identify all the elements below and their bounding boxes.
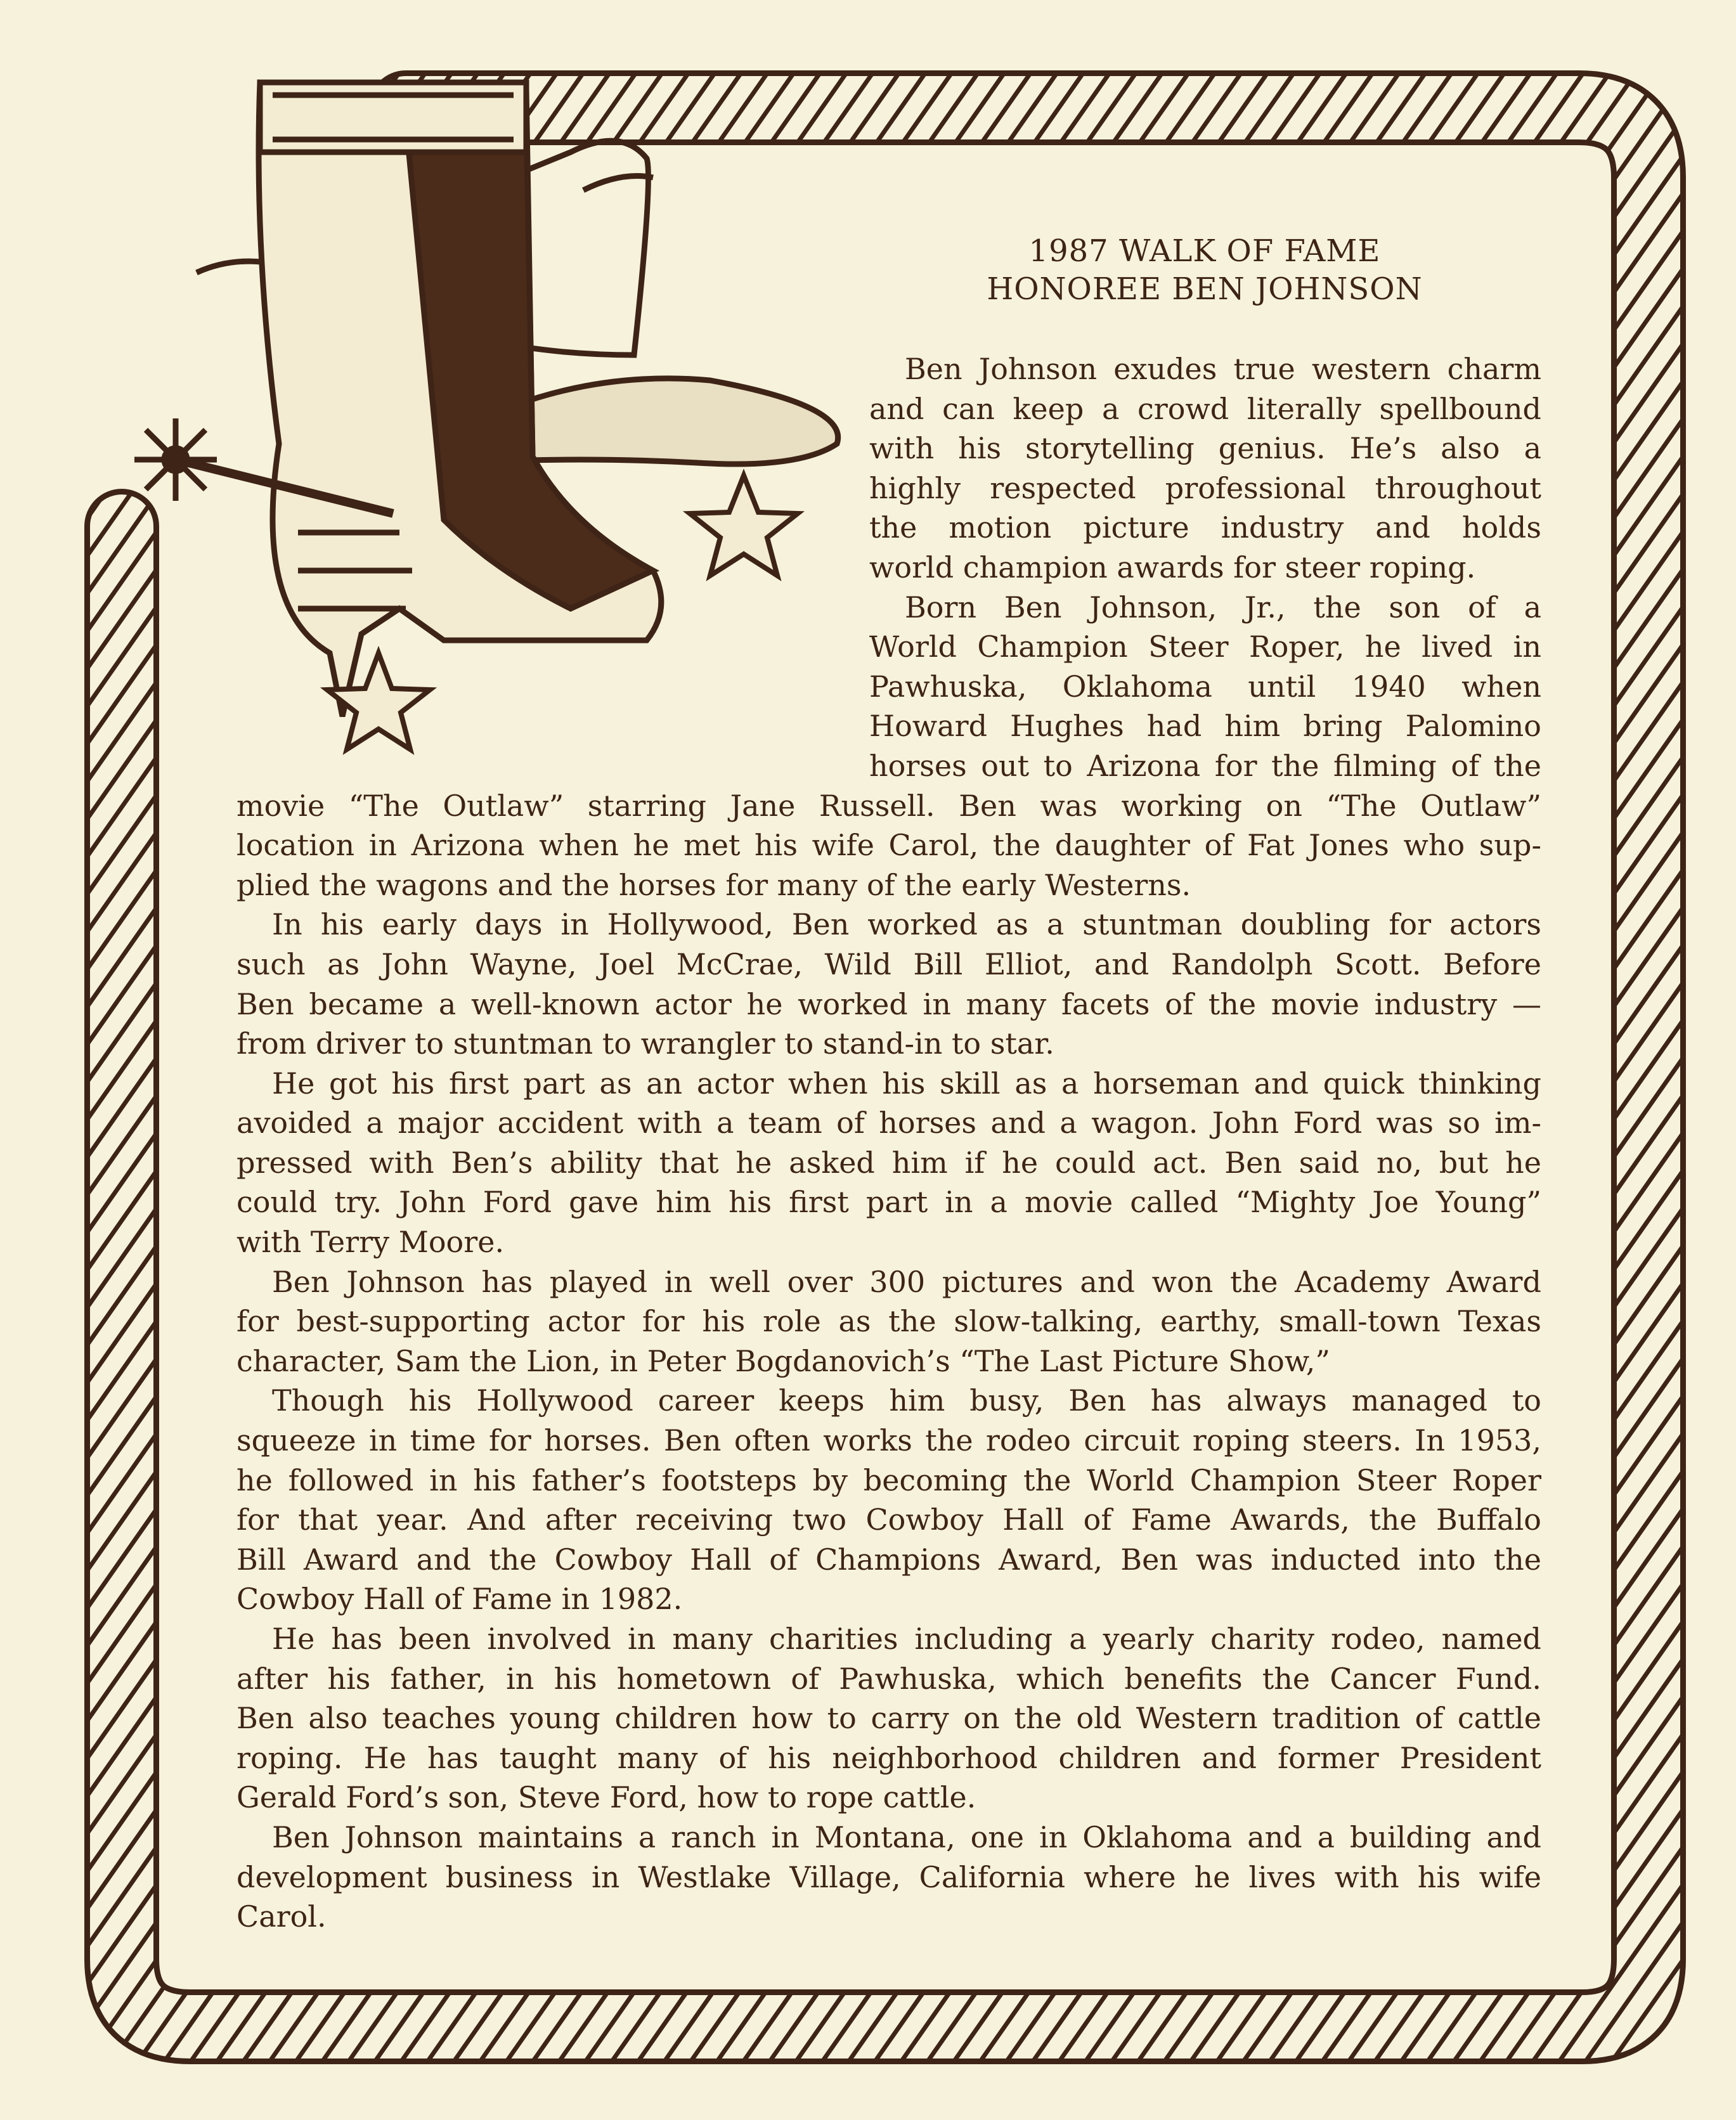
paragraph-line: after his father, in his hometown of Pawhuska, which benefits the Cancer Fund.	[236, 1661, 1541, 1696]
paragraph-line: for best-supporting actor for his role as the slow-talking, earthy, small-town Texas	[236, 1304, 1541, 1339]
paragraph-line: Though his Hollywood career keeps him busy, Ben has always managed to	[272, 1383, 1541, 1418]
paragraph-line: Ben became a well-known actor he worked in many facets of the movie industry —	[236, 986, 1541, 1021]
paragraph-line: and can keep a crowd literally spellbound	[869, 391, 1541, 426]
paragraph-line: Ben Johnson exudes true western charm	[905, 352, 1541, 386]
paragraph-line: Ben Johnson has played in well over 300 pictures and won the Academy Award	[272, 1264, 1541, 1299]
paragraph-line: world champion awards for steer roping.	[869, 550, 1476, 585]
paragraph-line: movie “The Outlaw” starring Jane Russell. Ben was working on “The Outlaw”	[236, 788, 1541, 823]
paragraph-line: horses out to Arizona for the filming of the	[869, 748, 1541, 783]
paragraph-line: He got his first part as an actor when his skill as a horseman and quick thinking	[272, 1066, 1541, 1101]
paragraph-line: Bill Award and the Cowboy Hall of Champions Award, Ben was inducted into the	[236, 1542, 1541, 1577]
paragraph-line: for that year. And after receiving two Cowboy Hall of Fame Awards, the Buffalo	[236, 1503, 1541, 1537]
title-line-1: 1987 WALK OF FAME	[1028, 233, 1381, 269]
paragraph-line: Pawhuska, Oklahoma until 1940 when	[869, 669, 1541, 704]
paragraph-line: avoided a major accident with a team of horses and a wagon. John Ford was so im-	[236, 1106, 1541, 1141]
paragraph-line: from driver to stuntman to wrangler to stand-in to star.	[236, 1026, 1054, 1061]
paragraph-line: pressed with Ben’s ability that he asked him if he could act. Ben said no, but he	[236, 1145, 1541, 1180]
article-body	[236, 349, 1541, 1937]
paragraph-line: the motion picture industry and holds	[869, 510, 1541, 545]
paragraph-line: with Terry Moore.	[236, 1225, 505, 1260]
paragraph-line: character, Sam the Lion, in Peter Bogdanovich’s “The Last Picture Show,”	[236, 1343, 1330, 1378]
paragraph-line: he followed in his father’s footsteps by becoming the World Champion Steer Roper	[236, 1463, 1541, 1497]
paragraph-line: such as John Wayne, Joel McCrae, Wild Bill Elliot, and Randolph Scott. Before	[236, 947, 1541, 981]
title-line-2: HONOREE BEN JOHNSON	[987, 271, 1423, 307]
paragraph-line: Howard Hughes had him bring Palomino	[869, 709, 1541, 744]
paragraph-line: plied the wagons and the horses for many of the early Westerns.	[236, 867, 1191, 902]
paragraph-line: In his early days in Hollywood, Ben worked as a stuntman doubling for actors	[272, 907, 1541, 942]
paragraph-line: Gerald Ford’s son, Steve Ford, how to rope cattle.	[236, 1780, 976, 1815]
paragraph-line: location in Arizona when he met his wife Carol, the daughter of Fat Jones who sup-	[236, 828, 1541, 863]
paragraph-line: Carol.	[236, 1899, 327, 1934]
paragraph-line: Ben Johnson maintains a ranch in Montana, one in Oklahoma and a building and	[272, 1819, 1541, 1854]
paragraph-line: squeeze in time for horses. Ben often works the rodeo circuit roping steers. In 1953,	[236, 1423, 1541, 1458]
paragraph-line: Cowboy Hall of Fame in 1982.	[236, 1582, 683, 1617]
paragraph-line: development business in Westlake Village, California where he lives with his wife	[236, 1859, 1541, 1894]
paragraph-line: could try. John Ford gave him his first part in a movie called “Mighty Joe Young”	[236, 1185, 1541, 1220]
paragraph-line: highly respected professional throughout	[869, 470, 1541, 505]
paragraph-line: with his storytelling genius. He’s also a	[869, 431, 1541, 466]
paragraph-line: roping. He has taught many of his neighborhood children and former President	[236, 1740, 1541, 1775]
paragraph-line: He has been involved in many charities including a yearly charity rodeo, named	[272, 1622, 1541, 1656]
paragraph-line: Ben also teaches young children how to carry on the old Western tradition of cattle	[236, 1701, 1541, 1736]
paragraph-line: World Champion Steer Roper, he lived in	[869, 630, 1541, 664]
paragraph-line: Born Ben Johnson, Jr., the son of a	[905, 590, 1541, 624]
